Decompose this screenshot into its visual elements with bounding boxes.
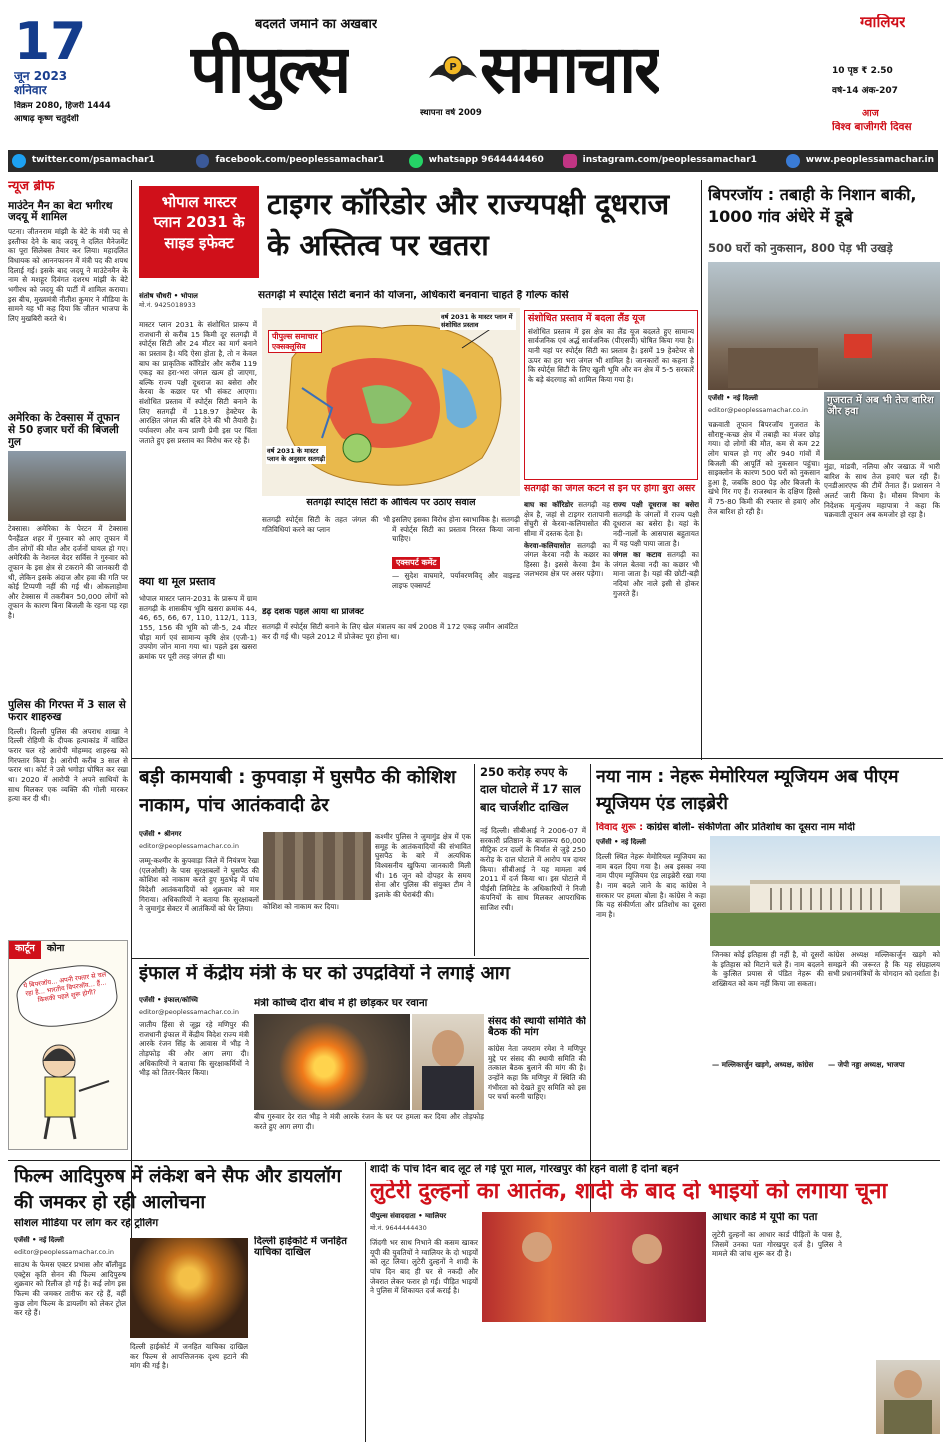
scam-body: नई दिल्ली। सीबीआई ने 2006-07 में सरकारी प्रतिष्ठान के बाजारूप 60,000 मीट्रिक टन दालों के निर्यात से जुड़े 250 करोड़ के दाल घोटाले में आरोप पत्र दायर किया। सीबीआई ने यह मामला वर्ष 2011 में दर्ज किया था। इस घोटाले में पीईसी लिमिटेड के अधिकारियों ने निजी कंपनियों के साथ मिलकर आपराधिक साजिश रची। [480, 826, 586, 913]
news-brief [8, 180, 128, 935]
adipurush-side-title: दिल्ली हाईकोर्ट में जनहित याचिका दाखिल [254, 1236, 347, 1259]
brides-body: जिंदगी भर साथ निभाने की कसम खाकर यूपी की युवतियों ने ग्वालियर के दो भाइयों को लूट लिया। लुटेरी दुल्हनों ने शादी के पांच दिन बाद ही घर से नकदी और जेवरात लेकर फरार हो गईं। पीड़ित भाइयों ने पुलिस में शिकायत दर्ज कराई है। [370, 1238, 478, 1296]
museum-quote-2 [828, 950, 940, 1120]
cyclone-photo-caption: गुजरात में अब भी तेज बारिश और हवा [827, 395, 934, 418]
kupwara-headline: बड़ी कामयाबी : कुपवाड़ा में घुसपैठ की कोशिश नाकाम, पांच आतंकवादी ढेर [139, 767, 456, 816]
lead-kicker-text: भोपाल मास्टर प्लान 2031 के साइड इफेक्ट [153, 193, 245, 252]
kupwara-photo [263, 832, 371, 900]
kupwara-byline: एजेंसी • श्रीनगर [139, 830, 182, 838]
lead-kicker [139, 186, 259, 278]
kupwara-body: जम्मू-कश्मीर के कुपवाड़ा जिले में नियंत्रण रेखा (एलओसी) के पास सुरक्षाबलों ने घुसपैठ की कोशिश को नाकाम करते हुए मुठभेड़ में पांच विदेशी आतंकवादियों को शुक्रवार को मार गिराया। अधिकारियों ने बताया कि सुरक्षाबलों ने जुमागुंड सेक्टर में आतंकियों को घेर लिया। [139, 856, 259, 914]
master-plan-map [262, 308, 520, 496]
cyclone-body: चक्रवाती तूफान बिपरजॉय गुजरात के सौराष्ट्र-कच्छ क्षेत्र में तबाही का मंजर छोड़ गया। दो लोगों की मौत, कम से कम 22 लोग घायल हो गए और 940 गांवों में बिजली की आपूर्ति को नुकसान पहुंचा। साइक्लोन के कारण 500 घरों को नुकसान हुआ है, जबकि 800 पेड़ और बिजली के खंभे गिर गए हैं। राजस्थान के दक्षिण हिस्से में 75-80 किमी की रफ्तार से हवाएं और तेज बारिश हो रही है। [708, 420, 820, 516]
adipurush-headline: फिल्म आदिपुरुष में लंकेश बने सैफ और डायलॉग की जमकर हो रही आलोचना [14, 1166, 342, 1213]
imphal-headline: इंफाल में केंद्रीय मंत्री के घर को उपद्रवियों ने लगाई आग [139, 964, 510, 984]
impact-list-left [524, 500, 610, 750]
edition-city: ग्वालियर [860, 14, 906, 31]
scam-headline: 250 करोड़ रुपए के दाल घोटाले में 17 साल बाद चार्जशीट दाखिल [480, 765, 581, 814]
logo-emblem-icon [425, 48, 481, 90]
cyclone-deck: 500 घरों को नुकसान, 800 पेड़ भी उखड़े [708, 242, 893, 255]
brief-1-body: पटना। जीतनराम मांझी के बेटे के मंत्री पद से इस्तीफा देने के बाद जदयू ने दलित मैनेजमेंट का पूरा सिलेबस तैयार कर लिया। महादलित विधायक को आननफानन में मंत्री पद की शपथ दिलाई गई। इसके बाद जदयू ने माउंटेनमैन के नाम से मशहूर दिवंगत दशरथ मांझी के बेटे भगीरथ को जदयू की पार्टी में शामिल कराया। इस बीच, मुख्यमंत्री नीतीश कुमार ने मीडिया के सामने यह भी कह दिया कि जीतन भाजपा के लिए मुखबिरी करते थे। [8, 227, 128, 323]
twitter-link[interactable]: twitter.com/psamachar1 [31, 155, 155, 166]
brides-headline: लुटेरी दुल्हनों का आतंक, शादी के बाद दो भाइयों को लगाया चूना [370, 1180, 888, 1204]
impact-3-title: केरवा-कलियासोत [524, 540, 571, 550]
museum-quote-1-by: — मल्लिकार्जुन खड़गे, अध्यक्ष, कांग्रेस [712, 1060, 814, 1069]
news-brief-header: न्यूज ब्रीफ [8, 180, 55, 194]
kupwara-email: editor@peoplessamachar.co.in [139, 842, 239, 850]
lead-caption-1: सतगढ़ी स्पोर्ट्स सिटी के तहत जंगल की भी गतिविधियां करने का प्लान [262, 515, 390, 534]
brides-mobile: मो.नं. 9644444430 [370, 1224, 427, 1232]
lead-body-1: मास्टर प्लान 2031 के संशोधित प्रारूप में राजधानी से करीब 15 किमी दूर सतगढ़ी में स्पोर्ट्स सिटी और 24 मीटर का मार्ग बनाने का प्रस्ताव है। यदि ऐसा होता है, तो न केवल बाघ का प्राकृतिक कॉरिडोर और करीब 119 एकड़ का हरा-भरा जंगल खत्म हो जाएगा, बल्कि राज्य पक्षी दूधराज का बसेरा और केरवा के कछार पर भी संकट आएगा। संशोधित प्रस्ताव में स्पोर्ट्स सिटी बनाने के लिए सतगढ़ी में 118.97 हेक्टेयर के आरक्षित जंगल की बलि देने की भी तैयारी है। पर्यावरण और वन्य प्राणी प्रेमी इस पर चिंता जताते हुए इस प्रस्ताव का विरोध कर रहे हैं। [139, 320, 257, 445]
cyclone-body-2: मुंद्रा, मांडवी, नलिया और जखाऊ में भारी बारिश के साथ तेज हवाएं चल रही हैं। एनडीआरएफ की टीमें तैनात हैं। प्रशासन ने अलर्ट जारी किया है। मौसम विभाग के निदेशक मृत्युंजय महापात्रा ने कहा कि चक्रवाती तूफान अब कमजोर हो रहा है। [824, 462, 940, 520]
museum-body: दिल्ली स्थित नेहरू मेमोरियल म्यूजियम का नाम बदल दिया गया है। अब इसका नया नाम पीएम म्यूजियम एंड लाइब्रेरी रखा गया है। नाम बदले जाने के बाद कांग्रेस ने सरकार पर हमला बोला है। कांग्रेस ने कहा कि यह संकीर्णता और प्रतिशोध का दूसरा नाम है। [596, 852, 706, 919]
map-label-satgarhi: वर्ष 2031 के मास्टर प्लान के अनुसार सतगढ़ी [267, 447, 326, 464]
instagram-icon [563, 154, 577, 168]
kupwara-body-2: कश्मीर पुलिस ने जुमागुंड क्षेत्र में एक समूह के आतंकवादियों की संभावित घुसपैठ के बारे में अत्यधिक विश्वसनीय खुफिया जानकारी मिली थी। 16 जून को दोपहर के समय सेना और पुलिस की संयुक्त टीम ने इलाके की घेराबंदी की। [375, 832, 471, 899]
land-use-body: संशोधित प्रस्ताव में इस क्षेत्र का लैंड यूज बदलते हुए सामान्य सार्वजनिक एवं अर्द्ध सार्वजनिक (पीएसपी) घोषित किया गया है। यानी यहां पर स्पोर्ट्स सिटी का प्रस्ताव है। इसमें 19 हेक्टेयर से ऊपर का हरा भरा जंगल भी शामिल है। जानकारों का कहना है कि स्पोर्ट्स सिटी के लिए खुली भूमि और वन क्षेत्र में 5-5 सरकारें के बड़े बंदरगाह को शामिल किया गया है। [528, 326, 694, 384]
adipurush-email: editor@peoplessamachar.co.in [14, 1248, 114, 1256]
lead-sub-3: डेढ़ दशक पहले आया था प्रोजेक्ट [262, 608, 364, 617]
tagline: बदलते जमाने का अखबार [255, 18, 378, 32]
imphal-body: जातीय हिंसा से जूझ रहे मणिपुर की राजधानी इंफाल में केंद्रीय विदेश राज्य मंत्री आरके रंजन सिंह के आवास में भीड़ ने तोड़फोड़ की और आग लगा दी। अधिकारियों ने बताया कि सुरक्षाकर्मियों ने भीड़ को तितर-बितर किया। [139, 1020, 249, 1078]
museum-quote-1 [712, 950, 824, 1120]
brief-3-title: पुलिस की गिरफ्त में 3 साल से फरार शाहरुख [8, 699, 126, 724]
founded-year: स्थापना वर्ष 2009 [420, 108, 482, 118]
impact-4-title: जंगल का कटाव [613, 550, 662, 560]
expert-text-top: इसलिए इसका विरोध होना स्वाभाविक है। सतगढ़ी में स्पोर्ट्स सिटी का प्रस्ताव निरस्त किया जाना चाहिए। [392, 515, 520, 544]
tornado-photo [8, 451, 126, 521]
imphal-photo-caption: बीच गुरुवार देर रात भीड़ ने मंत्री आरके रंजन के घर पर हमला कर दिया और तोड़फोड़ करते हुए आग लगा दी। [254, 1112, 484, 1131]
museum-quote-2-text: कांग्रेस अध्यक्ष मल्लिकार्जुन खड़गे को समझने की जरूरत है कि यह संग्रहालय सभी प्रधानमंत्रियों के योगदान को दर्शाता है। [828, 950, 940, 979]
expert-byline: — सुदेश वाघमारे, पर्यावरणविद् और वाइल्ड लाइफ एक्सपर्ट [392, 571, 520, 590]
adipurush-deck: सोशल मीडिया पर लोग कर रहे ट्रोलिंग [14, 1218, 159, 1229]
museum-deck-text: कांग्रेस बोली- संकीर्णता और प्रतिशोध का दूसरा नाम मोदी [646, 822, 855, 833]
brides-kicker: शादी के पांच दिन बाद लूट ले गई पूरा माल, गोरखपुर की रहने वाली हैं दोनों बहनें [370, 1164, 679, 1175]
whatsapp-icon [409, 154, 423, 168]
impact-1-text: सतगढ़ी वह क्षेत्र है, जहां से टाइगर रातापानी सेंचुरी से केरवा-कलियासोत की सीमा में दस्तक देता है। [524, 500, 610, 538]
land-use-box [524, 310, 698, 480]
map-caption: सतगढ़ी स्पोर्ट्स सिटी के औचित्य पर उठाए सवाल [306, 498, 476, 508]
museum-quote-1-text: जिनका कोई इतिहास ही नहीं है, वो दूसरों के इतिहास को मिटाने चले हैं। नाम बदलने के कुत्सित प्रयास से पंडित नेहरू की शख्सियत को कम नहीं किया जा सकता। [712, 950, 824, 988]
imphal-fire-photo [254, 1014, 410, 1110]
logo-left: पीपुल्स [190, 31, 350, 108]
today-event: विश्व बाजीगरी दिवस [832, 121, 912, 133]
weekday: शनिवार [14, 84, 47, 97]
today-label: आज [862, 108, 879, 119]
map-badge-text: पीपुल्स समाचार [272, 332, 318, 341]
instagram-link[interactable]: instagram.com/peoplessamachar1 [582, 155, 757, 166]
lead-sub-2: सतगढ़ी का जंगल कटने से इन पर होगा बुरा असर [524, 484, 696, 494]
kupwara-photo-caption: कोशिश को नाकाम कर दिया। [263, 902, 339, 911]
cartoon-drawing [19, 1031, 119, 1141]
lead-headline: टाइगर कॉरिडोर और राज्यपक्षी दूधराज के अस्तित्व पर खतरा [267, 187, 670, 263]
cyclone-byline: एजेंसी • नई दिल्ली [708, 394, 758, 402]
impact-2-title: राज्य पक्षी दूधराज का बसेरा [613, 500, 699, 509]
pages-price: 10 पृष्ठ ₹ 2.50 [832, 66, 893, 76]
svg-text:P: P [449, 62, 457, 73]
brides-byline: पीपुल्स संवाददाता • ग्वालियर [370, 1212, 447, 1220]
impact-3-text: सतगढ़ी का जंगल केरवा नदी के कछार का हिस्सा है। इससे केरवा डैम के जलभराव क्षेत्र पर असर पड़ेगा। [524, 540, 610, 579]
lead-byline-block [139, 292, 257, 309]
tithi: आषाढ़ कृष्ण चतुर्दशी [14, 114, 79, 124]
expert-label: एक्सपर्ट कमेंट [392, 557, 440, 569]
social-bar [8, 150, 938, 172]
police-officer-photo [876, 1360, 940, 1434]
land-use-title: संशोधित प्रस्ताव में बदला लैंड यूज [528, 313, 645, 324]
vikram-date: विक्रम 2080, हिजरी 1444 [14, 101, 111, 111]
imphal-body-2: कांग्रेस नेता जयराम रमेश ने मणिपुर मुद्दे पर संसद की स्थायी समिति की तत्काल बैठक बुलाने की मांग की है। उन्होंने कहा कि मणिपुर में स्थिति की गंभीरता को देखते हुए समिति को इस पर चर्चा करनी चाहिए। [488, 1044, 586, 1102]
cartoon-speech: ये बिपरजॉय... अपनी रफ्तार से चल रहा है... भारतीय बिपरजॉय... हैं... किसकी पहले शुरू होगी? [13, 960, 120, 1031]
museum-quote-2-by: — जेपी नड्डा अध्यक्ष, भाजपा [828, 1060, 905, 1069]
museum-byline: एजेंसी • नई दिल्ली [596, 838, 646, 846]
lead-deck: सतगढ़ी में स्पोर्ट्स सिटी बनाने की योजना, अधिकारी बनवाना चाहते हैं गोल्फ कोर्स [258, 290, 569, 301]
museum-headline: नया नाम : नेहरू मेमोरियल म्यूजियम अब पीएम म्यूजियम एंड लाइब्रेरी [596, 767, 899, 815]
lead-byline: संतोष चौधरी • भोपाल [139, 292, 198, 300]
facebook-icon [196, 154, 210, 168]
brief-2-body: टेक्सास। अमेरिका के पेरटन में टेक्सास पैनहैंडल शहर में गुरुवार को आए तूफान में तीन लोगों की मौत और दर्जनों घायल हो गए। अमेरिकी के नेशनल वेदर सर्विस ने गुरुवार को तूफान के इस क्षेत्र से टकराने की जानकारी दी थी, लेकिन इसके अंदाज और हवा की गति पर कोई टिप्पणी नहीं की गई थी। ओकलाहोमा और टेक्सास में तकरीबन 50,000 लोगों को तूफान के कारण बिना बिजली के रहना पड़ रहा है। [8, 524, 128, 621]
brides-side-title: आधार कार्ड में यूपी का पता [712, 1212, 818, 1223]
facebook-link[interactable]: facebook.com/peoplessamachar1 [215, 155, 385, 166]
globe-icon [786, 154, 800, 168]
date-month: जून 2023 [14, 70, 68, 83]
brief-3-body: दिल्ली। दिल्ली पुलिस की अपराध शाखा ने दिल्ली रोहिणी के दीपक हत्याकांड में वांछित फरार चल रहे आरोपी मोहम्मद शाहरुख को गिरफ्तार किया है। आरोपी करीब 3 साल से फरार था। कोर्ट ने उसे भगोड़ा घोषित कर रखा था। 2020 में आरोपी ने अपने साथियों के साथ मिलकर एक व्यक्ति की गोली मारकर हत्या कर दी थी। [8, 726, 128, 804]
lead-body-2: भोपाल मास्टर प्लान-2031 के प्रारूप में ग्राम सतगढ़ी के शासकीय भूमि खसरा क्रमांक 44, 46, 65, 66, 67, 110, 112/1, 113, 155, 156 की भूमि को जी-5, 24 मीटर चौड़ा मार्ग एवं सामान्य कृषि क्षेत्र (एजी-1) उपयोग जोन माना गया था। पहले इस खसरा क्रमांक पर पूरी तरह जंगल ही था। [139, 594, 257, 661]
brides-side-body: लुटेरी दुल्हनों का आधार कार्ड पीड़ितों के पास है, जिसमें उनका पता गोरखपुर दर्ज है। पुलिस ने मामले की जांच शुरू कर दी है। [712, 1230, 842, 1259]
website-link[interactable]: www.peoplessamachar.in [805, 155, 935, 166]
logo-right: समाचार [480, 31, 660, 108]
museum-deck [596, 822, 940, 835]
adipurush-body: साउथ के फेमस एक्टर प्रभास और बॉलीवुड एक्ट्रेस कृति सेनन की फिल्म आदिपुरुष शुक्रवार को रिलीज हो गई है। कई लोग इस फिल्म की जमकर तारीफ कर रहे हैं, वहीं कुछ लोग फिल्म के डायलॉग को लेकर ट्रोल कर रहे हैं। [14, 1260, 126, 1318]
map-badge [268, 330, 322, 353]
volume-issue: वर्ष-14 अंक-207 [832, 86, 898, 96]
imphal-deck: मंत्री कोच्चि दौरा बीच में ही छोड़कर घर रवाना [254, 998, 428, 1009]
cartoon-box [8, 940, 128, 1150]
cartoon-label: कार्टून [9, 941, 41, 959]
whatsapp-link[interactable]: whatsapp 9644444460 [428, 155, 544, 166]
brides-photo [482, 1212, 706, 1322]
lead-mobile: मो.नं. 9425018933 [139, 300, 196, 309]
lead-body-3: सतगढ़ी में स्पोर्ट्स सिटी बनाने के लिए खेल मंत्रालय का वर्ष 2008 में 172 एकड़ जमीन आवंटित कर दी गई थी। पहले 2012 में प्रोजेक्ट पूरा होना था। [262, 622, 518, 641]
impact-1-title: बाघ का कॉरिडोर [524, 500, 574, 509]
map-title-2031: वर्ष 2031 के मास्टर प्लान में संशोधित प्रस्ताव [440, 312, 516, 330]
minister-photo [412, 1014, 484, 1110]
brief-1-title: माउंटेन मैन का बेटा भगीरथ जदयू में शामिल [8, 199, 113, 224]
cyclone-photo-1 [708, 262, 940, 390]
masthead [0, 0, 945, 148]
cartoon-corner: कोना [46, 943, 65, 954]
lead-sub-1: क्या था मूल प्रस्ताव [139, 576, 216, 588]
imphal-sub: संसद की स्थायी समिति की बैठक की मांग [488, 1016, 586, 1039]
impact-list-right [613, 500, 699, 750]
brief-2-title: अमेरिका के टेक्सास में तूफान से 50 हजार घरों की बिजली गुल [8, 412, 120, 448]
twitter-icon [12, 154, 26, 168]
museum-deck-label: विवाद शुरू : [596, 822, 644, 833]
adipurush-poster [130, 1238, 248, 1338]
cyclone-email: editor@peoplessamachar.co.in [708, 406, 808, 414]
museum-photo [710, 836, 940, 946]
impact-4-text: सतगढ़ी का जंगल बेतवा नदी का कछार भी माना जाता है। यहां की छोटी-बड़ी नदियां और नाले इसी से होकर गुजरते हैं। [613, 550, 699, 598]
map-exclusive: एक्सक्लूसिव [272, 342, 306, 351]
date-day: 17 [14, 16, 87, 68]
imphal-byline: एजेंसी • इंफाल/कोच्चि [139, 996, 198, 1004]
cyclone-headline: बिपरजॉय : तबाही के निशान बाकी, 1000 गांव अंधेरे में डूबे [708, 185, 917, 226]
impact-2-text: सतगढ़ी के जंगलों में राज्य पक्षी दूधराज का बसेरा है। यहां के नदी-नालों के आसपास बहुतायत में यह पक्षी पाया जाता है। [613, 509, 699, 548]
adipurush-byline: एजेंसी • नई दिल्ली [14, 1236, 64, 1244]
adipurush-body-2: दिल्ली हाईकोर्ट में जनहित याचिका दाखिल कर फिल्म से आपत्तिजनक दृश्य हटाने की मांग की गई है। [130, 1342, 248, 1371]
imphal-email: editor@peoplessamachar.co.in [139, 1008, 239, 1016]
